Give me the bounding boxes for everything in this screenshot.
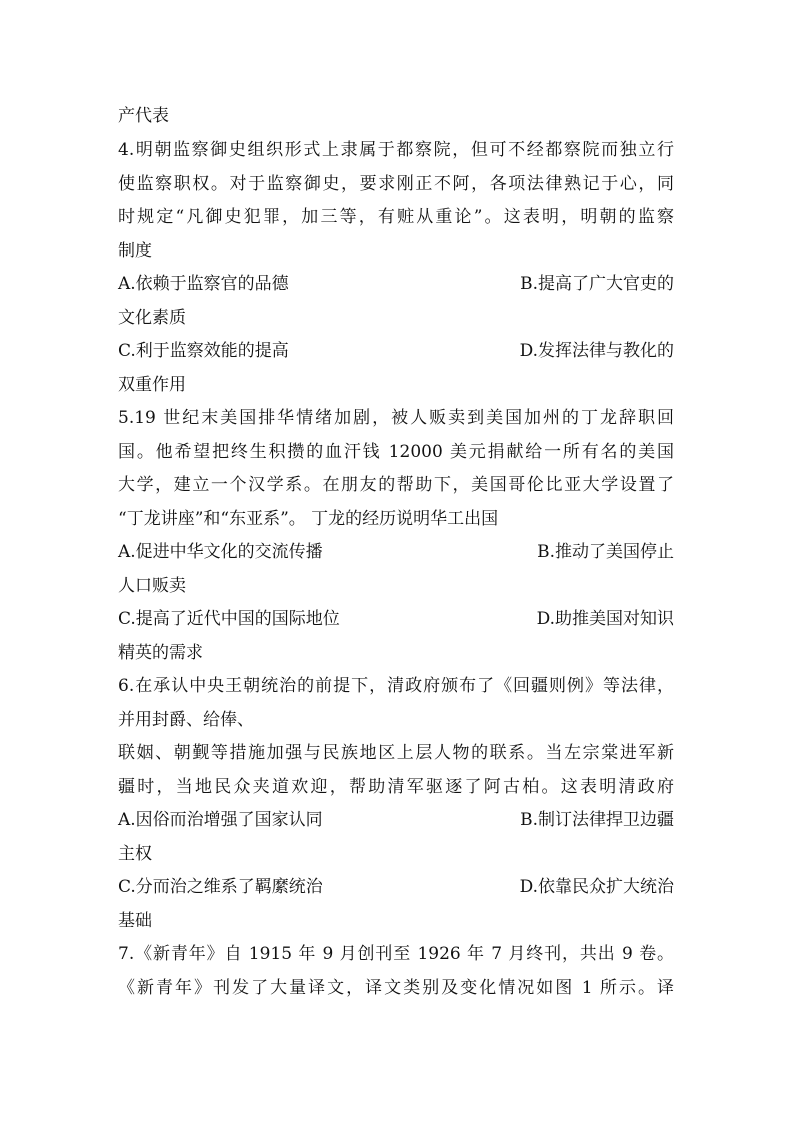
question-5-option-d-continued: 精英的需求 bbox=[118, 643, 203, 663]
question-5-option-b-continued: 人口贩卖 bbox=[118, 576, 186, 596]
question-5-stem: 5.19 世纪末美国排华情绪加剧，被人贩卖到美国加州的丁龙辞职回 bbox=[118, 408, 674, 428]
question-4-option-b-continued: 文化素质 bbox=[118, 308, 186, 328]
question-6-option-a: A.因俗而治增强了国家认同 bbox=[118, 810, 323, 830]
question-4-stem: 制度 bbox=[118, 241, 152, 261]
question-5-option-b: B.推动了美国停止 bbox=[537, 542, 674, 562]
text-line: 产代表 bbox=[118, 106, 169, 126]
question-6-option-c: C.分而治之维系了羁縻统治 bbox=[118, 877, 323, 897]
question-6-stem: 联姻、朝觐等措施加强与民族地区上层人物的联系。当左宗棠进军新 bbox=[118, 743, 674, 763]
question-5-stem: “丁龙讲座”和“东亚系”。 丁龙的经历说明华工出国 bbox=[118, 509, 499, 529]
question-5-option-c: C.提高了近代中国的国际地位 bbox=[118, 609, 340, 629]
question-5-option-d: D.助推美国对知识 bbox=[536, 609, 674, 629]
question-6-option-d-continued: 基础 bbox=[118, 911, 152, 931]
question-4-option-a: A.依赖于监察官的品德 bbox=[118, 274, 289, 294]
question-4-option-c: C.利于监察效能的提高 bbox=[118, 341, 289, 361]
question-4-option-b: B.提高了广大官吏的 bbox=[520, 274, 674, 294]
question-4-stem: 使监察职权。对于监察御史，要求刚正不阿，各项法律熟记于心，同 bbox=[118, 174, 674, 194]
question-4-stem: 4.明朝监察御史组织形式上隶属于都察院，但可不经都察院而独立行 bbox=[118, 140, 674, 160]
question-4-option-d: D.发挥法律与教化的 bbox=[519, 341, 674, 361]
question-4-stem: 时规定“凡御史犯罪，加三等，有赃从重论”。这表明，明朝的监察 bbox=[118, 207, 674, 227]
question-5-stem: 国。他希望把终生积攒的血汗钱 12000 美元捐献给一所有名的美国 bbox=[118, 442, 674, 462]
question-6-stem: 并用封爵、给俸、 bbox=[118, 710, 254, 730]
question-6-option-b-continued: 主权 bbox=[118, 844, 152, 864]
question-4-option-d-continued: 双重作用 bbox=[118, 375, 186, 395]
question-6-option-b: B.制订法律捍卫边疆 bbox=[520, 810, 674, 830]
question-5-stem: 大学，建立一个汉学系。在朋友的帮助下，美国哥伦比亚大学设置了 bbox=[118, 475, 674, 495]
question-5-option-a: A.促进中华文化的交流传播 bbox=[118, 542, 323, 562]
question-7-stem: 《新青年》刊发了大量译文，译文类别及变化情况如图 1 所示。译 bbox=[118, 978, 674, 998]
question-6-stem: 6.在承认中央王朝统治的前提下，清政府颁布了《回疆则例》等法律， bbox=[118, 676, 674, 696]
question-6-stem: 疆时，当地民众夹道欢迎，帮助清军驱逐了阿古柏。这表明清政府 bbox=[118, 777, 674, 797]
question-6-option-d: D.依靠民众扩大统治 bbox=[519, 877, 674, 897]
question-7-stem: 7.《新青年》自 1915 年 9 月创刊至 1926 年 7 月终刊，共出 9 卷。 bbox=[118, 944, 674, 964]
